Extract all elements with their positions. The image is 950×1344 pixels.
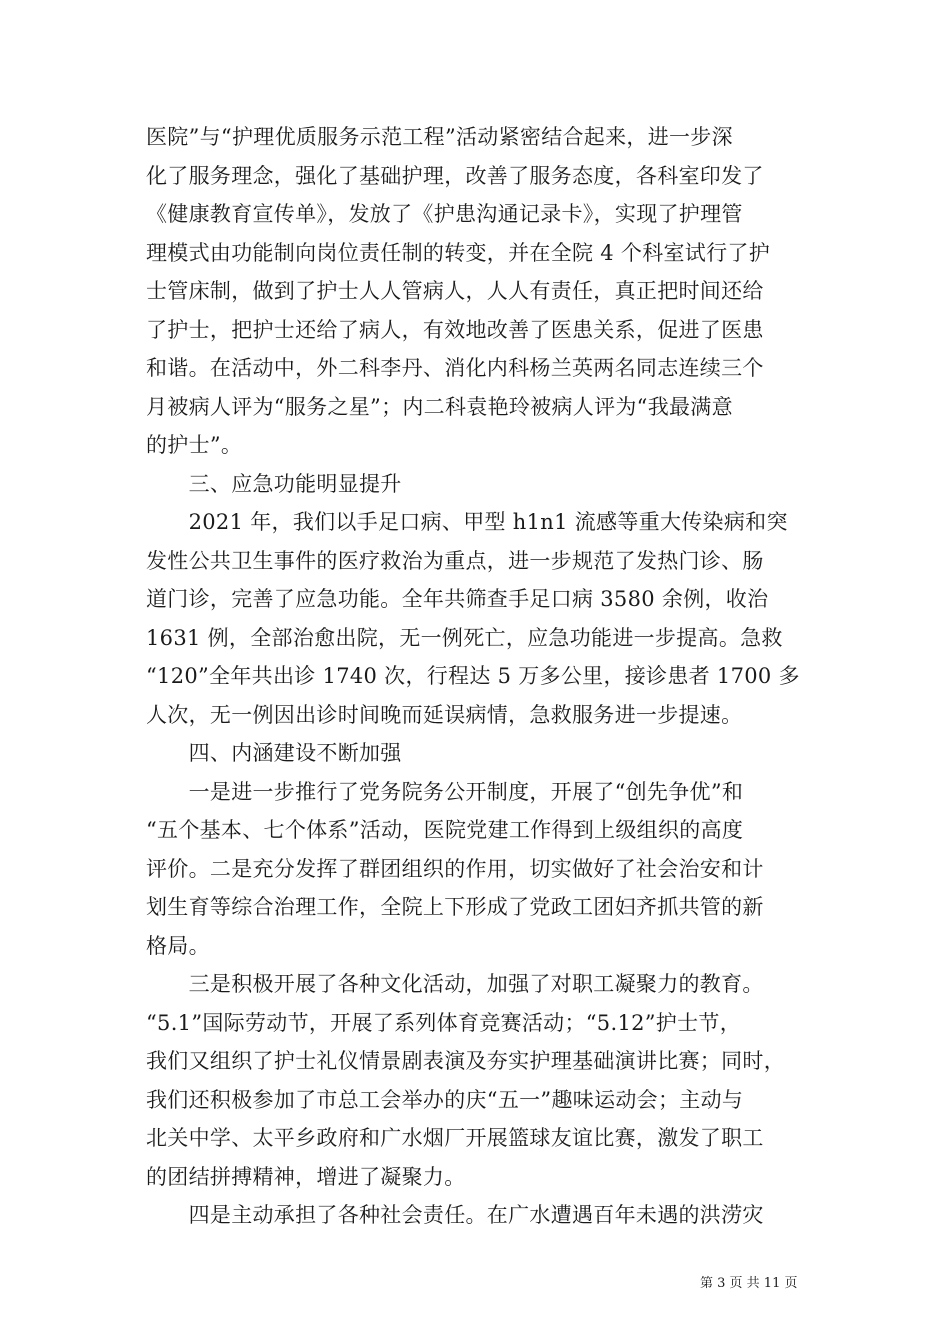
text-line: 我们又组织了护士礼仪情景剧表演及夯实护理基础演讲比赛；同时， (146, 1049, 785, 1073)
text-line: 的团结拼搏精神，增进了凝聚力。 (146, 1164, 466, 1189)
text-line: 和谐。在活动中，外二科李丹、消化内科杨兰英两名同志连续三个 (146, 356, 764, 380)
text-line: 理模式由功能制向岗位责任制的转变，并在全院 4 个科室试行了护 (146, 240, 771, 265)
text-line: 2021 年，我们以手足口病、甲型 h1n1 流感等重大传染病和突 (146, 510, 788, 534)
section-heading: 四、内涵建设不断加强 (146, 741, 402, 765)
text-line: 士管床制，做到了护士人人管病人，人人有责任，真正把时间还给 (146, 279, 764, 303)
text-line: 评价。二是充分发挥了群团组织的作用，切实做好了社会治安和计 (146, 856, 764, 881)
text-line: 的护士”。 (146, 433, 243, 457)
text-line: “120”全年共出诊 1740 次，行程达 5 万多公里，接诊患者 1700 多 (146, 664, 800, 688)
text-line: “5.1”国际劳动节，开展了系列体育竞赛活动；“5.12”护士节， (146, 1010, 741, 1035)
text-line: 了护士，把护士还给了病人，有效地改善了医患关系，促进了医患 (146, 317, 764, 342)
page-number: 第 3 页 共 11 页 (700, 1276, 798, 1291)
text-line: 医院”与“护理优质服务示范工程”活动紧密结合起来，进一步深 (146, 125, 733, 149)
text-line: 1631 例，全部治愈出院，无一例死亡，应急功能进一步提高。急救 (146, 625, 783, 650)
text-line: 化了服务理念，强化了基础护理，改善了服务态度，各科室印发了 (146, 163, 764, 188)
text-line: 划生育等综合治理工作，全院上下形成了党政工团妇齐抓共管的新 (146, 895, 764, 919)
text-line: 道门诊，完善了应急功能。全年共筛查手足口病 3580 余例，收治 (146, 587, 769, 611)
text-line: 格局。 (146, 933, 210, 958)
text-line: 一是进一步推行了党务院务公开制度，开展了“创先争优”和 (146, 779, 744, 804)
text-line: 人次，无一例因出诊时间晚而延误病情，急救服务进一步提速。 (146, 702, 743, 727)
text-line: 《健康教育宣传单》，发放了《护患沟通记录卡》，实现了护理管 (146, 202, 743, 226)
text-line: “五个基本、七个体系”活动，医院党建工作得到上级组织的高度 (146, 818, 744, 842)
section-heading: 三、应急功能明显提升 (146, 471, 402, 496)
text-line: 四是主动承担了各种社会责任。在广水遭遇百年未遇的洪涝灾 (146, 1203, 764, 1227)
text-line: 北关中学、太平乡政府和广水烟厂开展篮球友谊比赛，激发了职工 (146, 1126, 764, 1150)
text-line: 三是积极开展了各种文化活动，加强了对职工凝聚力的教育。 (146, 972, 764, 996)
text-line: 发性公共卫生事件的医疗救治为重点，进一步规范了发热门诊、肠 (146, 548, 764, 573)
text-line: 月被病人评为“服务之星”；内二科袁艳玲被病人评为“我最满意 (146, 394, 733, 419)
body-text (146, 118, 806, 1235)
text-line: 我们还积极参加了市总工会举办的庆“五一”趣味运动会；主动与 (146, 1087, 744, 1112)
